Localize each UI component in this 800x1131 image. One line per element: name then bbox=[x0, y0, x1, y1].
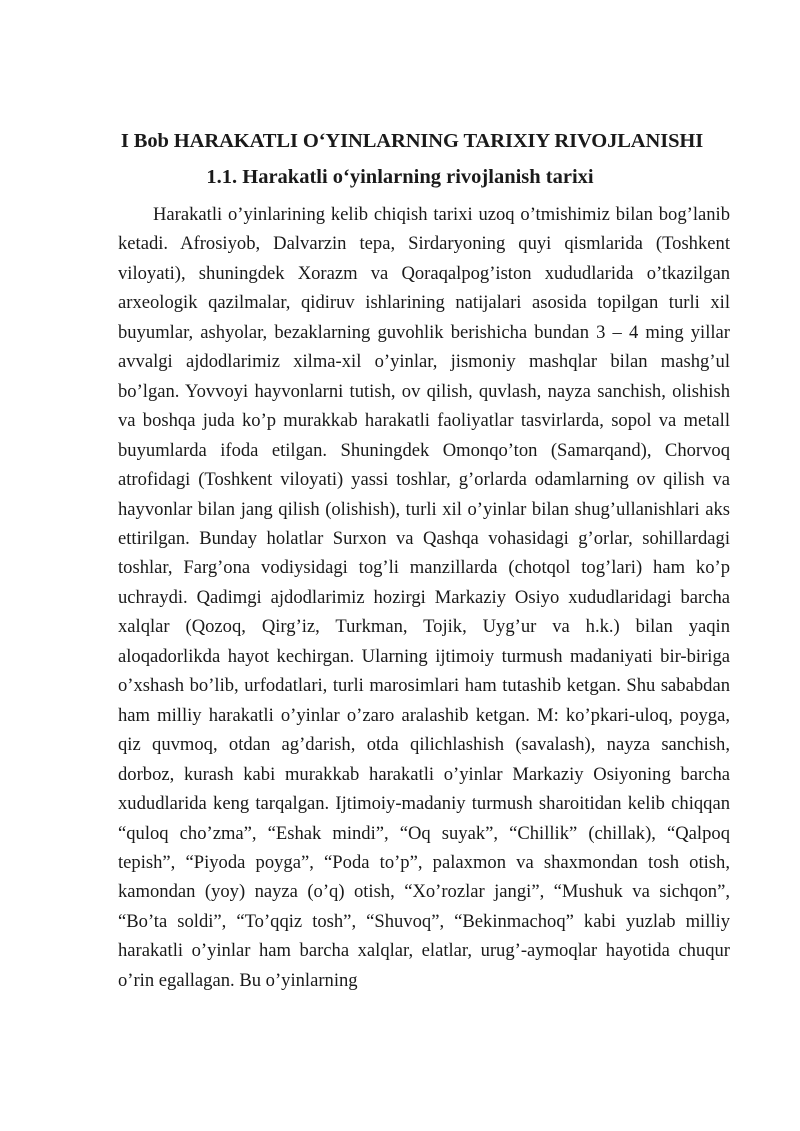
chapter-title: I Bob HARAKATLI O‘YINLARNING TARIXIY RIVOJLANISHI bbox=[120, 130, 704, 152]
section-title: 1.1. Harakatli o‘yinlarning rivojlanish tarixi bbox=[206, 166, 594, 188]
body-paragraph: Harakatli o’yinlarining kelib chiqish tarixi uzoq o’tmishimiz bilan bog’lanib ketadi. Afrosiyob, Dalvarzin tepa, Sirdaryoning quyi qismlarida (Toshkent viloyati), shuningdek Xorazm va Qoraqalpog’iston xududlarida o’tkazilgan arxeologik qazilmalar, qidiruv ishlarining natijalari asosida topilgan turli xil buyumlar, ashyolar, bezaklarning guvohlik berishicha bundan 3 – 4 ming yillar avvalgi ajdodlarimiz xilma-xil o’yinlar, jismoniy mashqlar bilan mashg’ul bo’lgan. Yovvoyi hayvonlarni tutish, ov qilish, quvlash, nayza sanchish, olishish va boshqa juda ko’p murakkab harakatli faoliyatlar tasvirlarda, sopol va metall buyumlarda ifoda etilgan. Shuningdek Omonqo’ton (Samarqand), Chorvoq atrofidagi (Toshkent viloyati) yassi toshlar, g’orlarda odamlarning ov qilish va hayvonlar bilan jang qilish (olishish), turli xil o’yinlar bilan shug’ullanishlari aks ettirilgan. Bunday holatlar Surxon va Qashqa vohasidagi g’orlar, sohillardagi toshlar, Farg’ona vodiysidagi tog’li manzillarda (chotqol tog’lari) ham ko’p uchraydi. Qadimgi ajdodlarimiz hozirgi Markaziy Osiyo xududlaridagi barcha xalqlar (Qozoq, Qirg’iz, Turkman, Tojik, Uyg’ur va h.k.) bilan yaqin aloqadorlikda hayot kechirgan. Ularning ijtimoiy turmush madaniyati bir-biriga o’xshash bo’lib, urfodatlari, turli marosimlari ham tutashib ketgan. Shu sababdan ham milliy harakatli o’yinlar o’zaro aralashib ketgan. M: ko’pkari-uloq, poyga, qiz quvmoq, otdan ag’darish, otda qilichlashish (savalash), nayza sanchish, dorboz, kurash kabi murakkab harakatli o’yinlar Markaziy Osiyoning barcha xududlarida keng tarqalgan. Ijtimoiy-madaniy turmush sharoitidan kelib chiqqan “quloq cho’zma”, “Eshak mindi”, “Oq suyak”, “Chillik” (chillak), “Qalpoq tepish”, “Piyoda poyga”, “Poda to’p”, palaxmon va shaxmondan tosh otish, kamondan (yoy) nayza (o’q) otish, “Xo’rozlar jangi”, “Mushuk va sichqon”, “Bo’ta soldi”, “To’qqiz tosh”, “Shuvoq”, “Bekinmachoq” kabi yuzlab milliy harakatli o’yinlar ham barcha xalqlar, elatlar, urug’-aymoqlar hayotida chuqur o’rin egallagan. Bu o’yinlarning bbox=[118, 204, 730, 991]
